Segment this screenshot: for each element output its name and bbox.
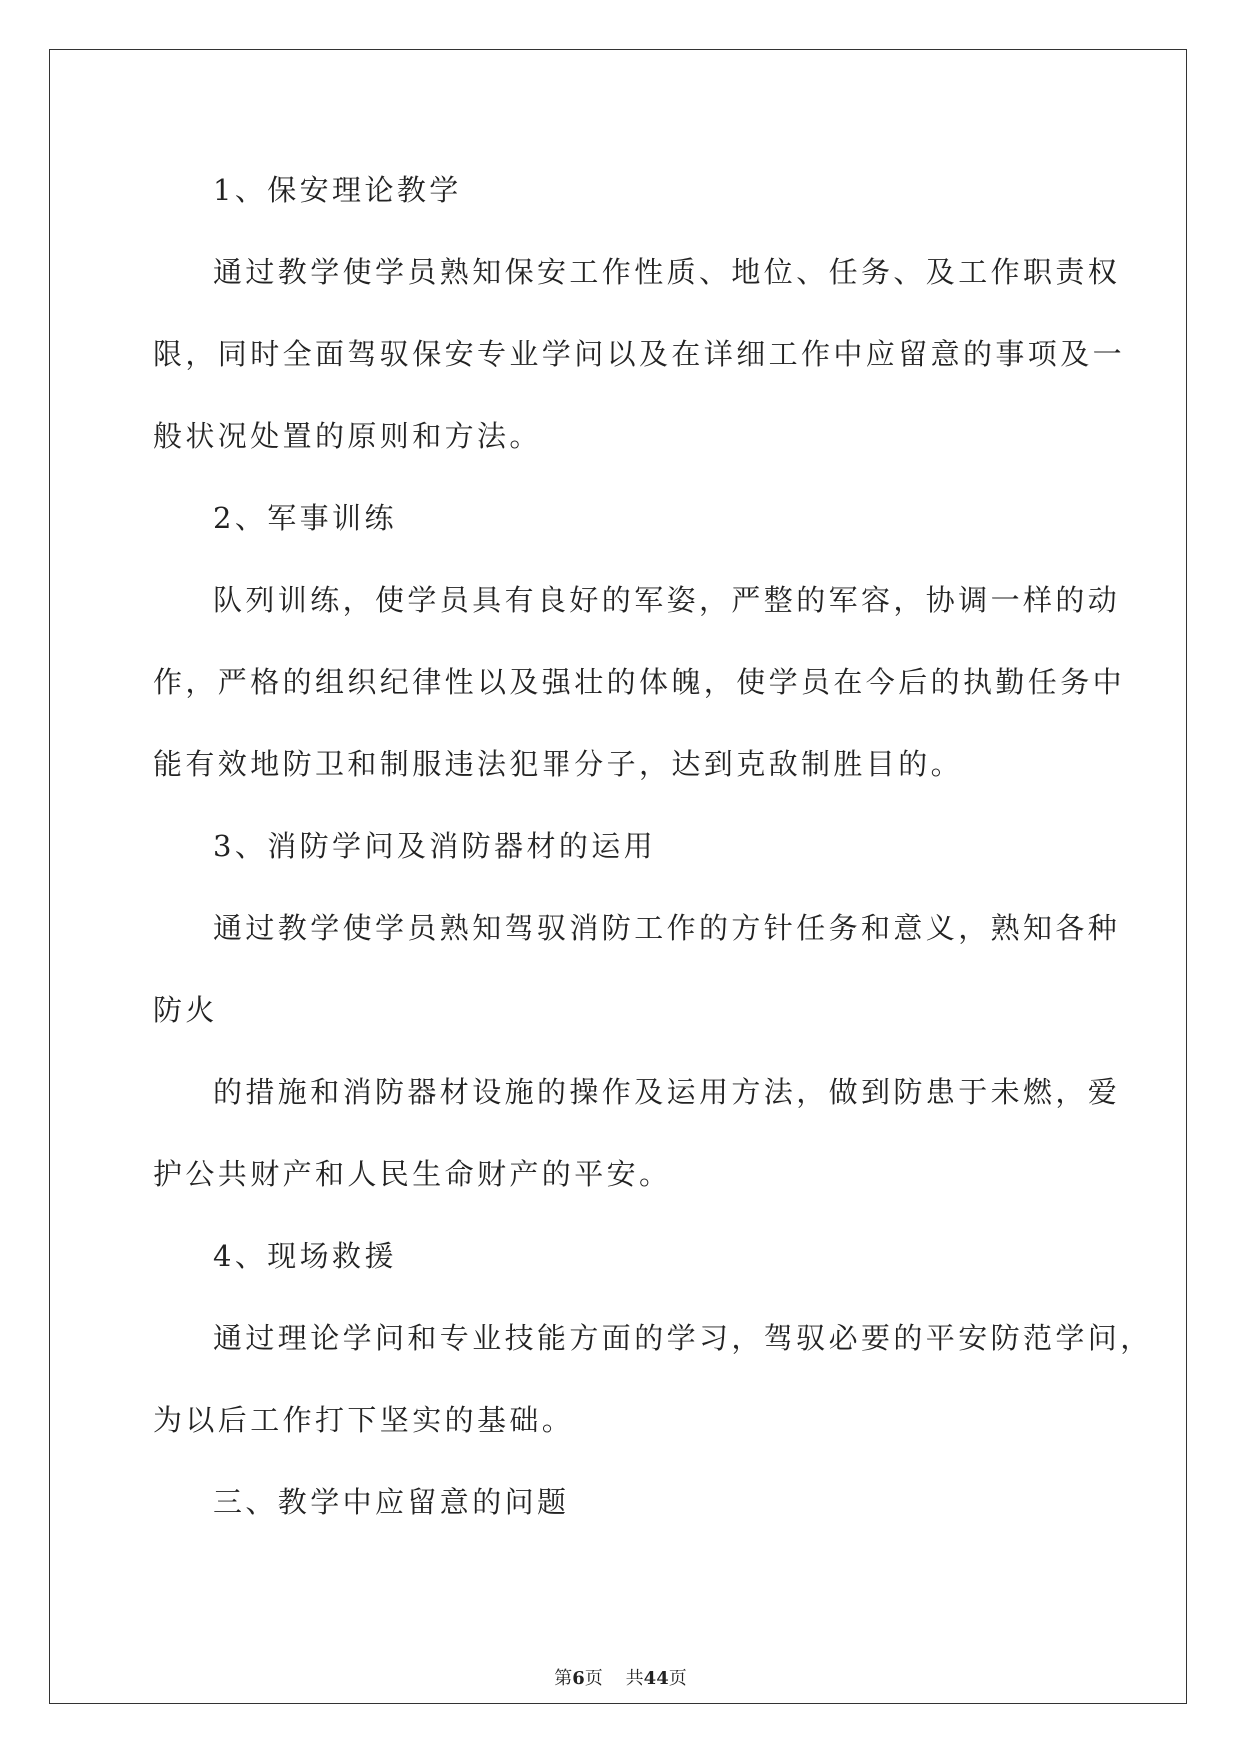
paragraph-line: 通过理论学问和专业技能方面的学习，驾驭必要的平安防范学问， xyxy=(213,1321,1153,1355)
paragraph-line: 般状况处置的原则和方法。 xyxy=(153,419,542,453)
paragraph-line: 作，严格的组织纪律性以及强壮的体魄，使学员在今后的执勤任务中 xyxy=(153,665,1126,699)
paragraph-line: 队列训练，使学员具有良好的军姿，严整的军容，协调一样的动 xyxy=(213,583,1121,617)
footer-page-prefix: 第 xyxy=(554,1668,573,1689)
section-heading-1: 1、保安理论教学 xyxy=(213,173,462,207)
page-footer xyxy=(0,1670,1241,1688)
paragraph-line: 防火 xyxy=(153,993,218,1027)
paragraph-line: 通过教学使学员熟知驾驭消防工作的方针任务和意义，熟知各种 xyxy=(213,911,1121,945)
paragraph-line: 限，同时全面驾驭保安专业学问以及在详细工作中应留意的事项及一 xyxy=(153,337,1126,371)
paragraph-line: 护公共财产和人民生命财产的平安。 xyxy=(153,1157,672,1191)
section-heading-3: 3、消防学问及消防器材的运用 xyxy=(213,829,657,863)
section-heading-4: 4、现场救援 xyxy=(213,1239,397,1273)
paragraph-line: 为以后工作打下坚实的基础。 xyxy=(153,1403,575,1437)
section-heading-5: 三、教学中应留意的问题 xyxy=(213,1485,570,1519)
paragraph-line: 的措施和消防器材设施的操作及运用方法，做到防患于未燃，爱 xyxy=(213,1075,1121,1109)
section-heading-2: 2、军事训练 xyxy=(213,501,397,535)
paragraph-line: 通过教学使学员熟知保安工作性质、地位、任务、及工作职责权 xyxy=(213,255,1121,289)
footer-page-suffix: 页 xyxy=(584,1668,603,1689)
page-border xyxy=(49,49,1187,1704)
footer-total-prefix: 共 xyxy=(625,1668,644,1689)
footer-total-pages: 44 xyxy=(643,1668,669,1689)
paragraph-line: 能有效地防卫和制服违法犯罪分子，达到克敌制胜目的。 xyxy=(153,747,964,781)
footer-total-suffix: 页 xyxy=(668,1668,687,1689)
footer-page-number: 6 xyxy=(572,1668,585,1689)
